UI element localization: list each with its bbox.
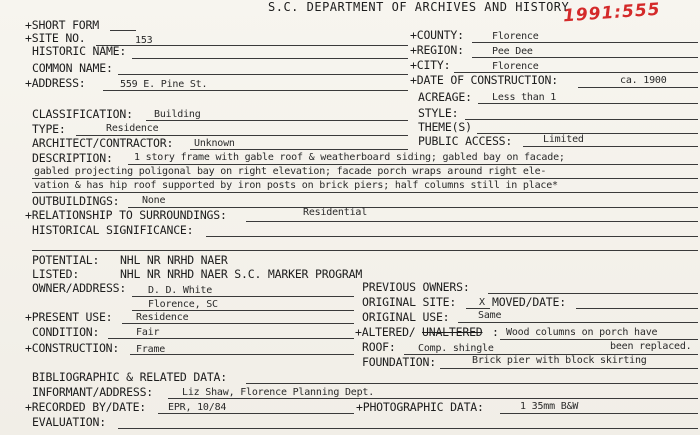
roof-label: ROOF: <box>362 340 396 354</box>
common-name-label: COMMON NAME: <box>32 61 113 75</box>
public-access-line <box>523 146 698 147</box>
description-line-2: gabled projecting poligonal bay on right elevation; facade porch wraps around right ele- <box>34 166 547 177</box>
region-value: Pee Dee <box>492 46 533 57</box>
owner-line-1 <box>132 296 354 297</box>
listed-label: LISTED: <box>32 267 80 281</box>
date-construction-line <box>578 87 698 88</box>
county-label: +COUNTY: <box>410 28 464 42</box>
address-value: 559 E. Pine St. <box>120 79 208 90</box>
architect-line <box>190 149 408 150</box>
outbuildings-label: OUTBUILDINGS: <box>32 194 120 208</box>
previous-owners-line <box>488 293 698 294</box>
acreage-line <box>478 103 698 104</box>
altered-value: Wood columns on porch have <box>506 327 658 338</box>
moved-date-line <box>576 308 698 309</box>
altered-label: +ALTERED/ <box>355 325 416 339</box>
site-no-line <box>96 45 408 46</box>
present-use-line <box>122 323 354 324</box>
public-access-value: Limited <box>543 134 584 145</box>
moved-date-label: MOVED/DATE: <box>492 295 566 309</box>
short-form-label: +SHORT FORM <box>25 18 99 32</box>
original-site-mark: X <box>479 297 485 308</box>
owner-label: OWNER/ADDRESS: <box>32 281 127 295</box>
condition-line <box>108 338 354 339</box>
description-rule-3 <box>32 192 698 193</box>
recorded-value: EPR, 10/84 <box>168 402 227 413</box>
date-construction-label: +DATE OF CONSTRUCTION: <box>410 73 558 87</box>
acreage-label: ACREAGE: <box>418 90 472 104</box>
photographic-label: +PHOTOGRAPHIC DATA: <box>356 400 484 414</box>
original-use-label: ORIGINAL USE: <box>362 310 450 324</box>
owner-value-1: D. D. White <box>148 285 213 296</box>
style-label: STYLE: <box>418 106 459 120</box>
description-line-3: vation & has hip roof supported by iron posts on brick piers; half columns still in place* <box>34 180 558 191</box>
architect-value: Unknown <box>194 138 235 149</box>
evaluation-label: EVALUATION: <box>32 415 106 429</box>
original-site-label: ORIGINAL SITE: <box>362 295 457 309</box>
region-label: +REGION: <box>410 43 464 57</box>
potential-label: POTENTIAL: <box>32 253 100 267</box>
informant-line <box>168 398 698 399</box>
address-label: +ADDRESS: <box>25 76 86 90</box>
unaltered-label: UNALTERED <box>422 325 483 339</box>
foundation-line <box>440 368 698 369</box>
description-rule-1 <box>128 164 698 165</box>
relationship-value: Residential <box>303 207 368 218</box>
public-access-label: PUBLIC ACCESS: <box>418 134 513 148</box>
altered-line <box>500 339 698 340</box>
foundation-value: Brick pier with block skirting <box>472 355 647 366</box>
present-use-value: Residence <box>136 312 189 323</box>
significance-label: HISTORICAL SIGNIFICANCE: <box>32 223 194 237</box>
site-no-value: 153 <box>135 35 153 46</box>
theme-label: THEME(S) <box>418 120 472 134</box>
original-use-value: Same <box>478 310 502 321</box>
description-rule-2 <box>32 178 698 179</box>
outbuildings-value: None <box>142 195 166 206</box>
foundation-label: FOUNDATION: <box>362 355 436 369</box>
construction-value: Frame <box>136 344 166 355</box>
common-name-line <box>118 74 408 75</box>
relationship-label: +RELATIONSHIP TO SURROUNDINGS: <box>25 208 227 222</box>
listed-options: NHL NR NRHD NAER S.C. MARKER PROGRAM <box>120 267 363 281</box>
original-use-line <box>458 322 698 323</box>
photographic-line <box>500 413 698 414</box>
short-form-line <box>110 30 136 31</box>
county-value: Florence <box>492 31 539 42</box>
construction-label: +CONSTRUCTION: <box>25 341 120 355</box>
condition-label: CONDITION: <box>32 325 100 339</box>
relationship-line <box>246 221 698 222</box>
owner-value-2: Florence, SC <box>148 299 218 310</box>
previous-owners-label: PREVIOUS OWNERS: <box>362 280 470 294</box>
classification-label: CLASSIFICATION: <box>32 107 133 121</box>
type-label: TYPE: <box>32 122 66 136</box>
roof-value: Comp. shingle <box>418 343 494 354</box>
original-site-line <box>466 308 490 309</box>
present-use-label: +PRESENT USE: <box>25 310 113 324</box>
owner-line-2 <box>132 310 354 311</box>
bibliographic-line <box>246 383 698 384</box>
recorded-line <box>158 413 354 414</box>
historic-name-line <box>132 58 408 59</box>
region-line <box>472 57 698 58</box>
altered-value-2: been replaced. <box>610 341 692 352</box>
photographic-value: 1 35mm B&W <box>520 401 579 412</box>
classification-line <box>146 120 408 121</box>
address-line <box>103 90 408 91</box>
form-title: S.C. DEPARTMENT OF ARCHIVES AND HISTORY <box>268 0 570 14</box>
date-construction-value: ca. 1900 <box>620 75 667 86</box>
site-no-label: +SITE NO. <box>25 31 86 45</box>
recorded-label: +RECORDED BY/DATE: <box>25 400 147 414</box>
style-line <box>465 119 698 120</box>
county-line <box>472 42 698 43</box>
classification-value: Building <box>154 109 201 120</box>
bibliographic-label: BIBLIOGRAPHIC & RELATED DATA: <box>32 370 227 384</box>
potential-options: NHL NR NRHD NAER <box>120 253 228 267</box>
construction-line <box>130 354 354 355</box>
city-label: +CITY: <box>410 58 451 72</box>
accession-stamp: 1991:555 <box>562 0 662 27</box>
significance-line-1 <box>206 236 698 237</box>
architect-label: ARCHITECT/CONTRACTOR: <box>32 136 174 150</box>
type-value: Residence <box>106 123 159 134</box>
altered-colon: : <box>492 325 499 339</box>
city-value: Florence <box>492 61 539 72</box>
informant-value: Liz Shaw, Florence Planning Dept. <box>182 387 375 398</box>
significance-line-2 <box>32 250 698 251</box>
condition-value: Fair <box>136 327 160 338</box>
description-label: DESCRIPTION: <box>32 151 113 165</box>
acreage-value: Less than 1 <box>492 92 557 103</box>
historic-name-label: HISTORIC NAME: <box>32 44 127 58</box>
informant-label: INFORMANT/ADDRESS: <box>32 385 154 399</box>
description-line-1: 1 story frame with gable roof & weatherboard siding; gabled bay on facade; <box>134 152 565 163</box>
evaluation-line <box>118 428 698 429</box>
